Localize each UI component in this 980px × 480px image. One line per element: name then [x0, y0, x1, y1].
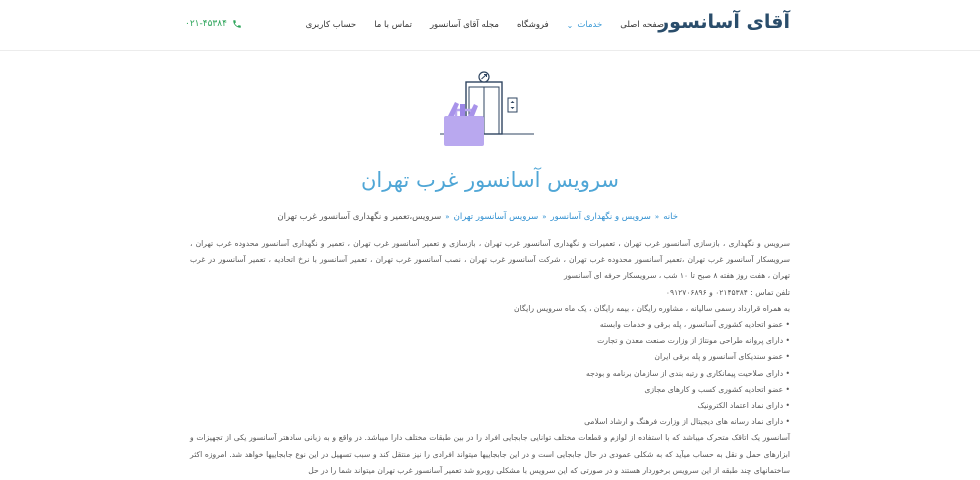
page-title: سرویس آسانسور غرب تهران [360, 168, 620, 192]
elevator-toolbox-illustration [438, 70, 538, 150]
elevator-description-paragraph: آسانسور یک اتاقک متحرک میباشد که با استفاده از لوازم و قطعات مختلف توانایی جابجایی افراد را در بین طبقات مختلف دارا میباشد. در واقع و به زبانی سادهتر آسانسور یکی از تجهیزات و ابزارهای حمل و نقل به حساب میآید که به شکلی عمودی در حال جابجایی است و در این جابجاییها میتواند افرادی را نیز منتقل کند و سبب تسهیل در این نوع جابجاییها خواهد شد. امروزه اکثر ساختمانهای چند طبقه از این سرویس برخوردار هستند و در صورتی که این سرویس با مشکلی روبرو شد تعمیر آسانسور غرب تهران میتواند شما را در حل [190, 433, 790, 475]
nav-home[interactable]: صفحه اصلی [620, 20, 664, 30]
list-item: • دارای نماد اعتماد الکترونیک [697, 401, 790, 411]
breadcrumb-separator-icon: « [654, 213, 660, 221]
phone-number: ۰۲۱-۴۵۳۸۴ [185, 19, 227, 29]
list-item: • دارای نماد رسانه های دیجیتال از وزارت فرهنگ و ارشاد اسلامی [584, 417, 790, 427]
phone-icon [232, 19, 242, 29]
breadcrumb-home[interactable]: خانه [663, 212, 678, 222]
chevron-down-icon: ⌄ [566, 20, 574, 30]
offer-line: به همراه قرارداد رسمی سالیانه ، مشاوره رایگان ، بیمه رایگان ، یک ماه سرویس رایگان [514, 303, 790, 313]
nav-account[interactable]: حساب کاربری [305, 20, 357, 30]
breadcrumb-tehran-service[interactable]: سرویس آسانسور تهران [453, 212, 539, 222]
nav-magazine[interactable]: مجله آقای آسانسور [429, 20, 499, 30]
breadcrumb-maintenance[interactable]: سرویس و نگهداری آسانسور [550, 212, 651, 222]
nav-contact[interactable]: تماس با ما [374, 20, 412, 30]
list-item: • دارای صلاحیت پیمانکاری و رتبه بندی از سازمان برنامه و بودجه [586, 368, 790, 378]
list-item: • دارای پروانه طراحی مونتاژ از وزارت صنعت معدن و تجارت [597, 336, 790, 346]
article-body [190, 236, 790, 479]
nav-services-label: خدمات [577, 20, 603, 30]
nav-services[interactable] [567, 20, 603, 30]
intro-paragraph: سرویس و نگهداری ، بازسازی آسانسور غرب تهران ، تعمیرات و نگهداری آسانسور غرب تهران ، بازسازی و تعمیر آسانسور غرب تهران ، تعمیر و نگهداری آسانسور محدوده غرب تهران ، سرویسکار آسانسور غرب تهران ،تعمیر آسانسور محدوده غرب تهران ، شرکت آسانسور غرب تهران ، نصب آسانسور غرب تهران ، تعمیر آسانسور با نرخ اتحادیه ، تعمیر آسانسور در غرب تهران ، هفت روز هفته ۸ صبح تا ۱۰ شب ، سرویسکار حرفه ای آسانسور [190, 239, 790, 281]
main-nav [306, 16, 664, 34]
site-logo[interactable]: آقای آسانسور [658, 11, 790, 33]
top-navbar [0, 0, 980, 51]
list-item: • عضو اتحادیه کشوری کسب و کارهای مجازی [644, 384, 790, 394]
breadcrumb-separator-icon: « [542, 213, 547, 221]
breadcrumb-current: سرویس،تعمیر و نگهداری آسانسور غرب تهران [277, 212, 442, 222]
contact-line: تلفن تماس : ۰۲۱۴۵۳۸۴ و ۰۹۱۲۷۰۶۸۹۶ [665, 287, 790, 297]
header-phone[interactable] [185, 16, 242, 32]
list-item: • عضو اتحادیه کشوری آسانسور ، پله برقی و خدمات وابسته [599, 320, 790, 330]
list-item: • عضو سندیکای آسانسور و پله برقی ایران [654, 352, 790, 362]
breadcrumb-separator-icon: « [445, 213, 450, 221]
nav-shop[interactable]: فروشگاه [516, 20, 549, 30]
breadcrumb [277, 212, 678, 222]
